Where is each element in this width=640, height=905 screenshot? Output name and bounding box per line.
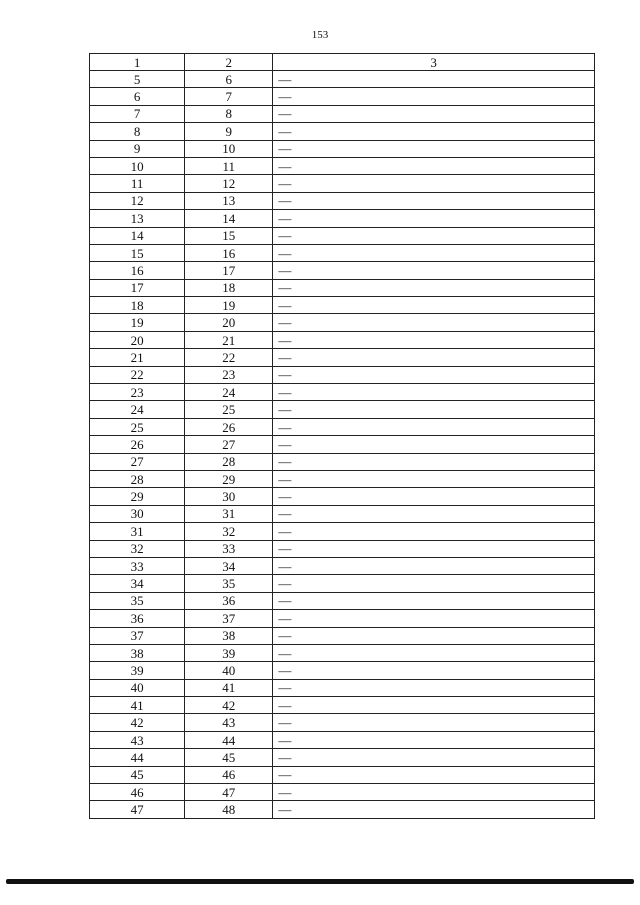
table-cell-col1: 24 [90, 401, 185, 418]
table-cell-col2: 27 [185, 436, 273, 453]
table-cell-col1: 42 [90, 714, 185, 731]
table-cell-col1: 35 [90, 592, 185, 609]
table-row [90, 192, 595, 209]
table-row [90, 244, 595, 261]
table-row [90, 679, 595, 696]
table-row [90, 71, 595, 88]
table-cell-col3: — [273, 366, 595, 383]
table-cell-col3: — [273, 557, 595, 574]
table-cell-col1: 29 [90, 488, 185, 505]
table-row [90, 453, 595, 470]
table-cell-col2: 10 [185, 140, 273, 157]
table-cell-col2: 16 [185, 244, 273, 261]
table-row [90, 175, 595, 192]
table-cell-col1: 9 [90, 140, 185, 157]
table-cell-col1: 6 [90, 88, 185, 105]
table-cell-col1: 16 [90, 262, 185, 279]
table-row [90, 140, 595, 157]
table-row [90, 575, 595, 592]
table-row [90, 488, 595, 505]
table-cell-col3: — [273, 644, 595, 661]
table-cell-col3: — [273, 262, 595, 279]
table-cell-col2: 40 [185, 662, 273, 679]
table-cell-col2: 18 [185, 279, 273, 296]
table-cell-col1: 47 [90, 801, 185, 818]
table-cell-col1: 34 [90, 575, 185, 592]
table-cell-col1: 46 [90, 784, 185, 801]
table-cell-col3: — [273, 697, 595, 714]
table-cell-col2: 30 [185, 488, 273, 505]
table-cell-col1: 40 [90, 679, 185, 696]
table-cell-col1: 13 [90, 210, 185, 227]
table-cell-col2: 22 [185, 349, 273, 366]
table-cell-col3: — [273, 592, 595, 609]
table-cell-col3: — [273, 192, 595, 209]
table-row [90, 227, 595, 244]
table-row [90, 540, 595, 557]
table-cell-col1: 37 [90, 627, 185, 644]
table-cell-col3: — [273, 610, 595, 627]
table-cell-col1: 11 [90, 175, 185, 192]
table-cell-col2: 7 [185, 88, 273, 105]
table-cell-col2: 37 [185, 610, 273, 627]
table-row [90, 523, 595, 540]
table-cell-col1: 21 [90, 349, 185, 366]
table-cell-col2: 17 [185, 262, 273, 279]
table-cell-col2: 9 [185, 123, 273, 140]
table-row [90, 157, 595, 174]
table-cell-col2: 33 [185, 540, 273, 557]
table-row [90, 505, 595, 522]
table-cell-col1: 38 [90, 644, 185, 661]
table-row [90, 749, 595, 766]
table-row [90, 610, 595, 627]
table-cell-col1: 12 [90, 192, 185, 209]
table-cell-col1: 20 [90, 331, 185, 348]
table-cell-col1: 19 [90, 314, 185, 331]
table-cell-col1: 28 [90, 470, 185, 487]
table-cell-col3: — [273, 210, 595, 227]
table-cell-col3: — [273, 227, 595, 244]
table-cell-col2: 6 [185, 71, 273, 88]
table-cell-col3: — [273, 575, 595, 592]
table-cell-col2: 25 [185, 401, 273, 418]
table-row [90, 557, 595, 574]
table-row [90, 662, 595, 679]
table-cell-col3: — [273, 453, 595, 470]
page-number: 153 [311, 29, 329, 41]
table-cell-col2: 36 [185, 592, 273, 609]
table-cell-col2: 14 [185, 210, 273, 227]
table-cell-col3: — [273, 140, 595, 157]
table-row [90, 331, 595, 348]
table-cell-col3: — [273, 418, 595, 435]
table-row [90, 123, 595, 140]
table-row [90, 644, 595, 661]
table-row [90, 401, 595, 418]
table-cell-col3: — [273, 436, 595, 453]
table-cell-col3: — [273, 157, 595, 174]
table-row [90, 279, 595, 296]
table-cell-col2: 38 [185, 627, 273, 644]
table-cell-col1: 27 [90, 453, 185, 470]
table-cell-col3: — [273, 488, 595, 505]
table-cell-col2: 26 [185, 418, 273, 435]
table-cell-col3: — [273, 279, 595, 296]
table-row [90, 436, 595, 453]
table-row [90, 470, 595, 487]
table-row [90, 384, 595, 401]
table-cell-col2: 43 [185, 714, 273, 731]
table-cell-col2: 46 [185, 766, 273, 783]
table-cell-col3: — [273, 88, 595, 105]
table-cell-col1: 17 [90, 279, 185, 296]
table-row [90, 592, 595, 609]
table-cell-col3: — [273, 314, 595, 331]
table-cell-col3: — [273, 331, 595, 348]
table-cell-col3: — [273, 175, 595, 192]
table-cell-col3: — [273, 540, 595, 557]
table-header-row [90, 54, 595, 71]
table-cell-col3: — [273, 105, 595, 122]
table-row [90, 88, 595, 105]
table-cell-col2: 28 [185, 453, 273, 470]
table-row [90, 766, 595, 783]
data-table [89, 53, 595, 819]
table-cell-col1: 22 [90, 366, 185, 383]
table-cell-col2: 20 [185, 314, 273, 331]
table-cell-col2: 13 [185, 192, 273, 209]
table-cell-col3: — [273, 784, 595, 801]
table-body [90, 71, 595, 819]
table-cell-col1: 45 [90, 766, 185, 783]
table-cell-col2: 15 [185, 227, 273, 244]
table-row [90, 731, 595, 748]
table-cell-col2: 11 [185, 157, 273, 174]
table-cell-col1: 43 [90, 731, 185, 748]
table-cell-col3: — [273, 505, 595, 522]
table-cell-col3: — [273, 749, 595, 766]
table-row [90, 297, 595, 314]
table-cell-col1: 31 [90, 523, 185, 540]
table-cell-col1: 32 [90, 540, 185, 557]
table-cell-col2: 39 [185, 644, 273, 661]
table-cell-col1: 44 [90, 749, 185, 766]
table-cell-col2: 12 [185, 175, 273, 192]
table-cell-col1: 33 [90, 557, 185, 574]
table-cell-col1: 23 [90, 384, 185, 401]
table-cell-col1: 7 [90, 105, 185, 122]
table-cell-col1: 26 [90, 436, 185, 453]
table-cell-col1: 14 [90, 227, 185, 244]
table-cell-col2: 48 [185, 801, 273, 818]
table-row [90, 210, 595, 227]
table-cell-col3: — [273, 297, 595, 314]
table-cell-col3: — [273, 401, 595, 418]
table-cell-col2: 8 [185, 105, 273, 122]
table-row [90, 262, 595, 279]
table-row [90, 418, 595, 435]
table-cell-col2: 34 [185, 557, 273, 574]
table-cell-col3: — [273, 627, 595, 644]
table-cell-col2: 42 [185, 697, 273, 714]
table-cell-col3: — [273, 384, 595, 401]
table-cell-col2: 45 [185, 749, 273, 766]
table-cell-col3: — [273, 470, 595, 487]
table-row [90, 801, 595, 818]
table-cell-col2: 41 [185, 679, 273, 696]
table-cell-col3: — [273, 349, 595, 366]
table-row [90, 349, 595, 366]
table-cell-col3: — [273, 123, 595, 140]
table-cell-col1: 18 [90, 297, 185, 314]
table-cell-col2: 21 [185, 331, 273, 348]
table-cell-col1: 5 [90, 71, 185, 88]
table-cell-col1: 39 [90, 662, 185, 679]
table-row [90, 366, 595, 383]
column-header-2: 2 [185, 54, 273, 71]
table-row [90, 697, 595, 714]
table-cell-col1: 10 [90, 157, 185, 174]
table-cell-col2: 29 [185, 470, 273, 487]
table-cell-col2: 44 [185, 731, 273, 748]
table-cell-col1: 41 [90, 697, 185, 714]
bottom-rule [6, 879, 634, 884]
table-cell-col2: 19 [185, 297, 273, 314]
table-cell-col2: 24 [185, 384, 273, 401]
table-cell-col1: 36 [90, 610, 185, 627]
table-cell-col3: — [273, 523, 595, 540]
table-row [90, 105, 595, 122]
table-row [90, 314, 595, 331]
table-cell-col3: — [273, 679, 595, 696]
table-cell-col2: 47 [185, 784, 273, 801]
table-cell-col2: 23 [185, 366, 273, 383]
column-header-1: 1 [90, 54, 185, 71]
table-row [90, 784, 595, 801]
table-cell-col3: — [273, 662, 595, 679]
table-cell-col1: 15 [90, 244, 185, 261]
table-row [90, 627, 595, 644]
table-row [90, 714, 595, 731]
table-cell-col3: — [273, 714, 595, 731]
table-cell-col2: 32 [185, 523, 273, 540]
column-header-3: 3 [273, 54, 595, 71]
table-cell-col1: 25 [90, 418, 185, 435]
table-cell-col1: 30 [90, 505, 185, 522]
table-cell-col2: 35 [185, 575, 273, 592]
table-cell-col3: — [273, 801, 595, 818]
table-cell-col2: 31 [185, 505, 273, 522]
table-cell-col1: 8 [90, 123, 185, 140]
table-cell-col3: — [273, 766, 595, 783]
table-cell-col3: — [273, 71, 595, 88]
table-cell-col3: — [273, 244, 595, 261]
table-cell-col3: — [273, 731, 595, 748]
